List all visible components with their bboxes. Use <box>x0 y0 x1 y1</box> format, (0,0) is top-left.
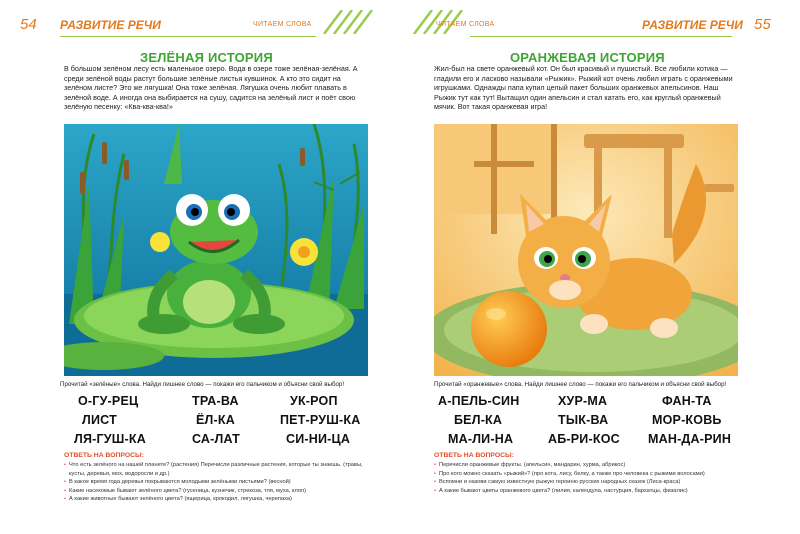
question-item: • Какие насекомые бывают зелёного цвета? (гусеница, кузнечик, стрекоза, тля, муха, клоп) <box>64 487 369 496</box>
task-text: Прочитай «зелёные» слова. Найди лишнее слово — покажи его пальчиком и объясни свой выбор! <box>60 381 345 388</box>
word-cell: ХУР-МА <box>558 394 608 408</box>
word-cell: ЛЯ-ГУШ-КА <box>74 432 146 446</box>
story-title: ОРАНЖЕВАЯ ИСТОРИЯ <box>510 50 665 65</box>
page-number: 54 <box>20 16 37 33</box>
word-cell: МА-ЛИ-НА <box>448 432 514 446</box>
section-title: РАЗВИТИЕ РЕЧИ <box>60 18 161 32</box>
question-item: • А какие бывают цветы оранжевого цвета? (лилия, календула, настурция, бархатцы, физалис) <box>434 487 739 496</box>
question-item: • А какие животные бывают зелёного цвета? (ящерица, крокодил, лягушка, черепаха) <box>64 495 369 504</box>
story-text: Жил-был на свете оранжевый кот. Он был красивый и пушистый. Все любили котика — гладили его и ласково называли «Рыжик». Рыжий кот очень любил играть с оранжевыми игрушками. Однажды папа купил целый пакет больших оранжевых апельсинов. Наш Рыжик тут как тут! Вытащил один апельсин и стал катать его, как круглый оранжевый мячик. Вот такая оранжевая игра! <box>434 64 733 111</box>
right-header <box>420 16 780 36</box>
word-cell: ТРА-ВА <box>192 394 239 408</box>
word-cell: СА-ЛАТ <box>192 432 240 446</box>
story-text: В большом зелёном лесу есть маленькое озеро. Вода в озере тоже зелёная-зелёная. А среди зелёной воды растут большие зелёные листья кувшинок. А кто это сидит на зелёном листе? Это же лягушка! Она тоже зелёная. Лягушка очень любит плавать в зелёной воде. А иногда она выбирается на сушу, садится на зелёный лист и поёт свою зелёную песенку: «Ква-ква-ква!» <box>64 64 358 111</box>
word-cell: АБ-РИ-КОС <box>548 432 620 446</box>
story-title: ЗЕЛЁНАЯ ИСТОРИЯ <box>140 50 273 65</box>
question-item: • Что есть зелёного на нашей планете? (растения) Перечисли различные растения, которые ты знаешь. (травы, кусты, деревья, мох, водоросли и др.) <box>64 461 369 478</box>
subsection-title: ЧИТАЕМ СЛОВА <box>253 21 312 28</box>
task-text: Прочитай «оранжевые» слова. Найди лишнее слово — покажи его пальчиком и объясни свой выбор! <box>434 381 727 388</box>
section-title: РАЗВИТИЕ РЕЧИ <box>642 18 743 32</box>
left-header <box>20 16 380 36</box>
word-cell: МАН-ДА-РИН <box>648 432 732 446</box>
right-page <box>400 0 800 534</box>
word-cell: БЕЛ-КА <box>454 413 503 427</box>
questions-heading: ОТВЕТЬ НА ВОПРОСЫ: <box>434 452 514 459</box>
word-cell: ЛИСТ <box>82 413 117 427</box>
subsection-title: ЧИТАЕМ СЛОВА <box>436 21 495 28</box>
word-cell: УК-РОП <box>290 394 338 408</box>
frog-illustration <box>64 124 368 376</box>
word-cell: ФАН-ТА <box>662 394 712 408</box>
kitten-illustration <box>434 124 738 376</box>
word-grid <box>434 392 744 452</box>
question-item: • Перечисли оранжевые фрукты. (апельсин, мандарин, хурма, абрикос) <box>434 461 739 470</box>
word-grid <box>60 392 370 452</box>
question-list <box>434 461 739 495</box>
question-list <box>64 461 369 504</box>
page-number: 55 <box>754 16 771 33</box>
question-item: • Про кого можно сказать «рыжий»? (про кота, лису, белку, а также про человека с рыжими волосами) <box>434 470 739 479</box>
header-stripes-decoration <box>320 10 380 34</box>
word-cell: ПЕТ-РУШ-КА <box>280 413 361 427</box>
question-item: • Вспомни и назови самую известную рыжую героиню русских народных сказок (Лиса-краса) <box>434 478 739 487</box>
question-item: • В какое время года деревья покрываются молодыми зелёными листьями? (весной) <box>64 478 369 487</box>
word-cell: СИ-НИ-ЦА <box>286 432 351 446</box>
header-rule <box>470 36 732 37</box>
word-cell: ЁЛ-КА <box>196 413 235 427</box>
word-cell: МОР-КОВЬ <box>652 413 722 427</box>
questions-heading: ОТВЕТЬ НА ВОПРОСЫ: <box>64 452 144 459</box>
word-cell: ТЫК-ВА <box>558 413 609 427</box>
word-cell: О-ГУ-РЕЦ <box>78 394 139 408</box>
header-rule <box>60 36 316 37</box>
word-cell: А-ПЕЛЬ-СИН <box>438 394 520 408</box>
